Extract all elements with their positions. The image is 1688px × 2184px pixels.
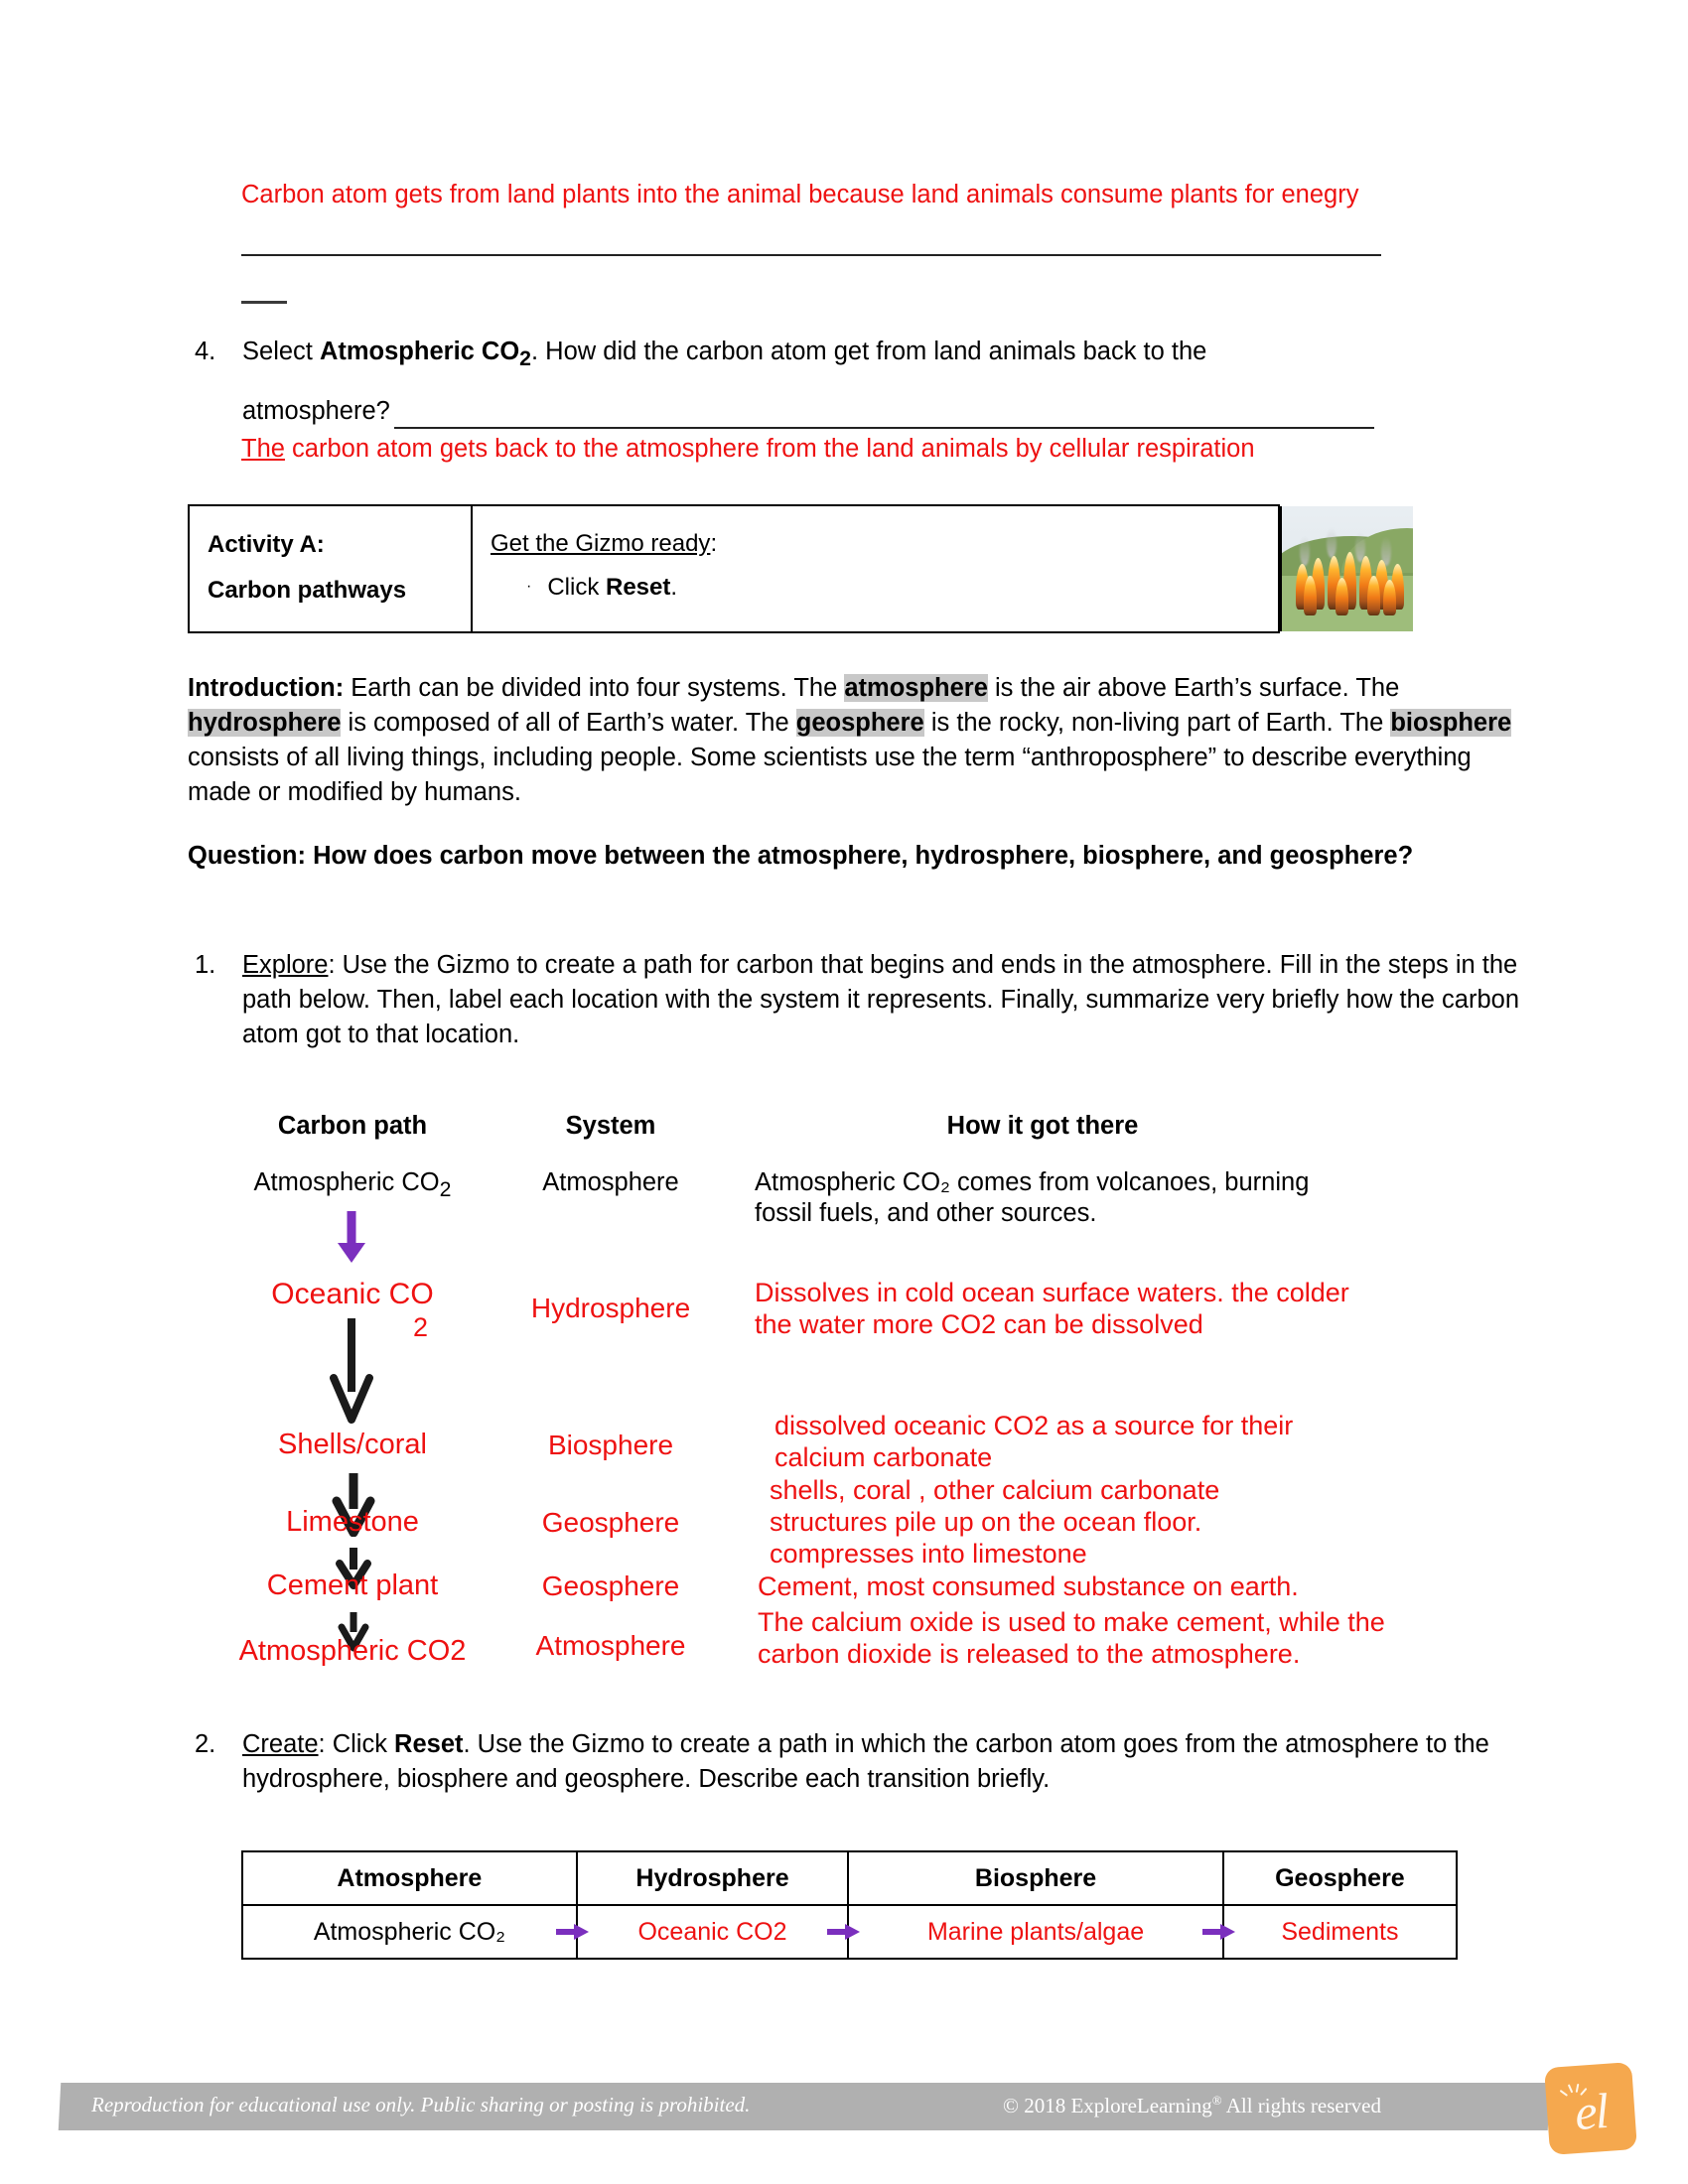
bullet-dot-icon: ·: [526, 578, 532, 595]
sphere-header-geosphere: Geosphere: [1223, 1851, 1457, 1905]
footer-rights: All rights reserved: [1221, 2094, 1382, 2117]
path-row-2-carbon-sub: 2: [413, 1312, 429, 1342]
sphere-cell-geosphere-label: Sediments: [1281, 1917, 1399, 1946]
path-row-3-how: dissolved oceanic CO2 as a source for their calcium carbonate: [774, 1411, 1294, 1472]
path-row-2-how: Dissolves in cold ocean surface waters. the colder the water more CO2 can be dissolved: [755, 1278, 1349, 1339]
sphere-header-biosphere: Biosphere: [848, 1851, 1223, 1905]
path-header-carbon-path: Carbon path: [277, 1112, 428, 1140]
term-hydrosphere: hydrosphere: [188, 709, 342, 737]
path-row-1-how: Atmospheric CO₂ comes from volcanoes, burning fossil fuels, and other sources.: [755, 1168, 1310, 1227]
item-2-text-b: . Use the Gizmo to create a path in which the carbon atom goes from the atmosphere to the hydrosphere, biosphere and geosphere. Describe each transition briefly.: [242, 1730, 1489, 1793]
answer-rule-line: [241, 254, 1381, 256]
previous-answer-text: Carbon atom gets from land plants into the animal because land animals consume plants for enegry: [241, 181, 1359, 208]
sphere-cell-atmosphere-label: Atmospheric CO₂: [313, 1917, 505, 1946]
arrow-right-purple-icon: [1202, 1922, 1236, 1942]
path-row-5-how: Cement, most consumed substance on earth.: [758, 1571, 1299, 1601]
question-4: [195, 335, 1515, 375]
arrow-right-purple-icon: [827, 1922, 861, 1942]
question-heading: Question: How does carbon move between the atmosphere, hydrosphere, biosphere, and geosphere?: [188, 842, 1414, 870]
intro-s4: is the rocky, non-living part of Earth. The: [923, 709, 1391, 737]
path-row-5-system: Geosphere: [541, 1570, 680, 1601]
question-4-answer: [241, 435, 1562, 464]
path-row-6-how: The calcium oxide is used to make cement, while the carbon dioxide is released to the atmosphere.: [758, 1607, 1385, 1669]
table-header-row: [242, 1851, 1457, 1905]
arrow-down-black-icon: [328, 1316, 375, 1426]
item-1-underlined: Explore: [242, 951, 329, 979]
path-header-how-it-got-there: How it got there: [946, 1112, 1139, 1140]
sphere-transition-table: [241, 1850, 1458, 1960]
activity-a-left-cell: [190, 506, 473, 631]
footer-right-text: [1003, 2093, 1381, 2118]
item-1: [195, 948, 1525, 1052]
intro-s2: is the air above Earth’s surface. The: [987, 674, 1400, 702]
intro-s5: consists of all living things, including people. Some scientists use the term “anthroposphere” to describe everything made or modified by humans.: [188, 744, 1472, 806]
question-4-answer-blank: [394, 427, 1374, 429]
footer-registered-mark: ®: [1211, 2093, 1222, 2108]
sphere-cell-hydrosphere: [577, 1905, 849, 1959]
item-2-text-a: : Click: [318, 1730, 395, 1758]
footer-copyright: © 2018 ExploreLearning: [1003, 2094, 1212, 2117]
item-1-body: [242, 948, 1525, 1052]
path-row-6-system: Atmosphere: [535, 1630, 686, 1661]
activity-a-right-cell: [473, 506, 1278, 631]
bullet-text-before: Click: [547, 574, 606, 601]
sphere-cell-hydrosphere-label: Oceanic CO2: [637, 1917, 787, 1946]
arrow-right-purple-icon: [556, 1922, 590, 1942]
question-4-body: [242, 335, 1515, 375]
item-2-number: 2.: [195, 1730, 216, 1758]
introduction-paragraph: [188, 671, 1523, 810]
sphere-header-hydrosphere: Hydrosphere: [577, 1851, 849, 1905]
sphere-header-atmosphere: Atmosphere: [242, 1851, 577, 1905]
q4-text-before: Select: [242, 338, 320, 365]
path-row-4-carbon: Limestone: [286, 1506, 419, 1538]
item-1-text: : Use the Gizmo to create a path for carbon that begins and ends in the atmosphere. Fill in the steps in the path below. Then, label each location with the system it represents. Finally, summarize very briefly how the carbon atom got to that location.: [242, 951, 1520, 1048]
carbon-path-table: [228, 1112, 1549, 1707]
q4-bold-term: Atmospheric CO: [319, 338, 520, 365]
get-gizmo-ready-line: [491, 522, 1278, 566]
item-2: [195, 1727, 1525, 1797]
path-row-1-carbon: [228, 1167, 477, 1205]
arrow-down-purple-icon: [332, 1207, 371, 1267]
item-2-bold-reset: Reset: [394, 1730, 464, 1758]
intro-s1: Earth can be divided into four systems. The: [344, 674, 845, 702]
bullet-bold-reset: Reset: [606, 574, 671, 601]
q4-bold-sub: 2: [519, 346, 531, 371]
path-row-3-system: Biosphere: [547, 1430, 674, 1460]
path-row-4-system: Geosphere: [541, 1507, 680, 1538]
get-gizmo-ready-colon: :: [710, 530, 718, 557]
burning-tree: [1383, 580, 1396, 615]
bullet-text-after: .: [670, 574, 678, 601]
path-row-4-how: shells, coral , other calcium carbonate structures pile up on the ocean floor. compresses into limestone: [770, 1475, 1220, 1569]
logo-text: el: [1573, 2082, 1610, 2141]
path-row-2-carbon-label: Oceanic CO: [271, 1278, 434, 1310]
get-gizmo-ready-label: Get the Gizmo ready: [491, 530, 711, 557]
term-biosphere: biosphere: [1390, 709, 1512, 737]
activity-bullet-row: [526, 566, 1278, 610]
smoke-plume: [1300, 536, 1310, 566]
term-atmosphere: atmosphere: [844, 674, 988, 702]
question-4-number: 4.: [195, 338, 216, 365]
smoke-plume: [1327, 528, 1336, 558]
question-4-second-line: atmosphere?: [242, 397, 390, 425]
introduction-label: Introduction:: [188, 674, 345, 702]
table-row: [242, 1905, 1457, 1959]
sphere-cell-biosphere: [848, 1905, 1223, 1959]
activity-a-subtitle: Carbon pathways: [208, 577, 407, 604]
term-geosphere: geosphere: [795, 709, 924, 737]
explorelearning-logo-icon: [1544, 2062, 1637, 2155]
activity-bullet-text: [547, 566, 677, 610]
path-row-1-system: Atmosphere: [542, 1168, 679, 1196]
sphere-cell-atmosphere: [242, 1905, 577, 1959]
path-header-system: System: [565, 1112, 656, 1140]
q4-text-after: . How did the carbon atom get from land animals back to the: [531, 338, 1207, 365]
item-2-body: [242, 1727, 1525, 1797]
activity-a-table: [188, 504, 1280, 633]
q4-answer-rest: carbon atom gets back to the atmosphere from the land animals by cellular respiration: [284, 435, 1255, 463]
path-row-1-carbon-sub: 2: [439, 1177, 452, 1202]
sphere-cell-biosphere-label: Marine plants/algae: [926, 1917, 1145, 1946]
path-row-5-carbon: Cement plant: [266, 1570, 439, 1601]
sphere-cell-geosphere: [1223, 1905, 1457, 1959]
path-row-3-carbon: Shells/coral: [278, 1429, 427, 1460]
path-row-2-system: Hydrosphere: [530, 1293, 691, 1323]
path-row-2-carbon: [228, 1279, 477, 1309]
q4-answer-lead: The: [241, 435, 285, 463]
forest-fire-image: [1280, 506, 1413, 631]
path-row-1-carbon-label: Atmospheric CO: [253, 1168, 440, 1196]
intro-s3: is composed of all of Earth’s water. The: [341, 709, 796, 737]
answer-rule-line-short: [241, 301, 287, 304]
item-1-number: 1.: [195, 951, 216, 979]
path-row-6-carbon: Atmospheric CO2: [238, 1635, 467, 1667]
item-2-underlined: Create: [242, 1730, 319, 1758]
activity-a-title: Activity A:: [208, 531, 325, 558]
footer-left-text: Reproduction for educational use only. Public sharing or posting is prohibited.: [91, 2093, 751, 2116]
